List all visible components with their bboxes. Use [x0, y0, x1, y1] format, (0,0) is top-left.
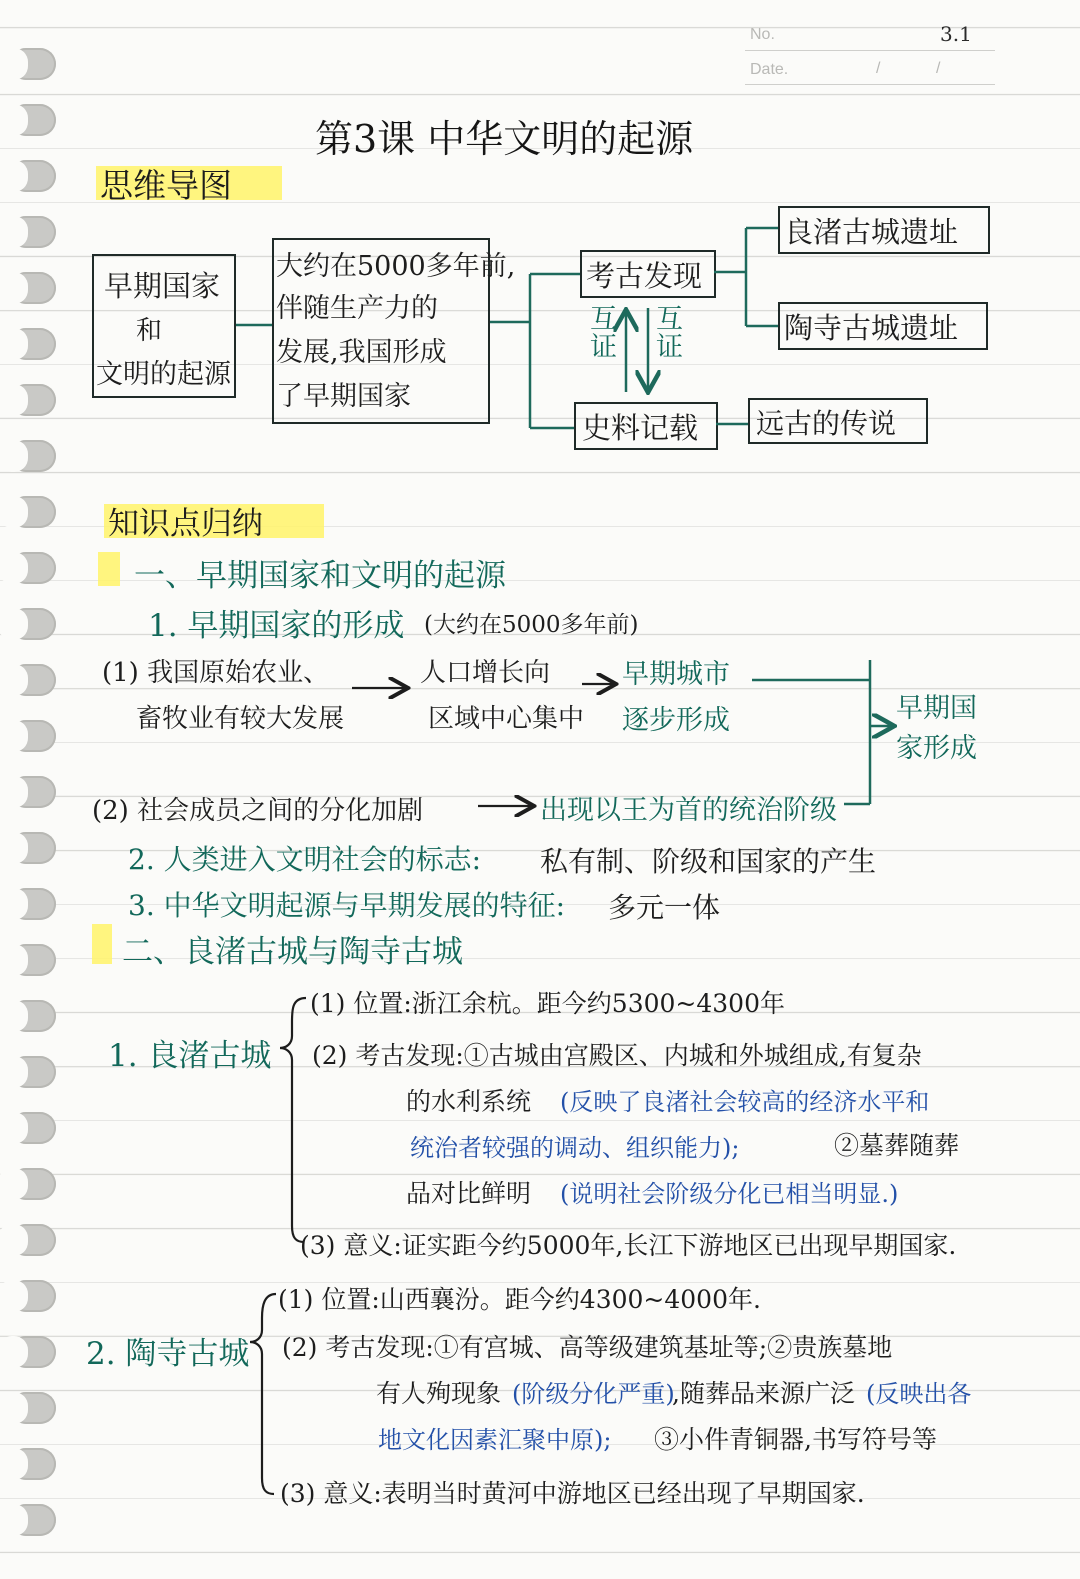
section-two-title: 二、良渚古城与陶寺古城	[122, 934, 463, 970]
site-label: 陶寺古城遗址	[784, 311, 959, 345]
cause-line: (1) 我国原始农业、	[102, 658, 330, 688]
liangzhu-discovery: ②墓葬随葬	[834, 1131, 960, 1160]
item-3-value: 多元一体	[608, 891, 721, 924]
date-label: Date.	[750, 61, 789, 78]
verify-char: 证	[590, 332, 617, 363]
liangzhu-note: (说明社会阶级分化已相当明显.)	[560, 1180, 899, 1208]
root-line: 文明的起源	[96, 359, 231, 390]
page-title: 第3课 中华文明的起源	[315, 117, 694, 161]
description-line: 伴随生产力的	[276, 293, 438, 324]
verify-char: 互	[590, 304, 617, 335]
taosi-brace	[250, 1294, 276, 1494]
cause-line: (2) 社会成员之间的分化加剧	[92, 796, 424, 826]
process-line: 区域中心集中	[428, 704, 585, 734]
root-line: 和	[136, 316, 163, 346]
site-label: 良渚古城遗址	[784, 215, 959, 249]
kaogu-label: 考古发现	[586, 259, 703, 293]
taosi-note: 地文化因素汇聚中原);	[378, 1426, 612, 1454]
verify-char: 证	[656, 332, 683, 363]
legend-label: 远古的传说	[756, 407, 897, 440]
taosi-discovery: ③小件青铜器,书写符号等	[654, 1425, 937, 1454]
item-3-label: 3. 中华文明起源与早期发展的特征:	[128, 889, 566, 922]
taosi-title: 2. 陶寺古城	[86, 1336, 250, 1372]
taosi-note: (阶级分化严重)	[512, 1380, 675, 1408]
liangzhu-discovery: 的水利系统	[406, 1087, 532, 1116]
liangzhu-location: (1) 位置:浙江余杭。距今约5300~4300年	[310, 989, 785, 1018]
item-1-title: 1. 早期国家的形成	[148, 608, 405, 644]
date-separator: /	[936, 60, 941, 77]
liangzhu-note: 统治者较强的调动、组织能力);	[410, 1134, 740, 1162]
shiliao-label: 史料记载	[582, 411, 699, 445]
description-line: 大约在5000多年前,	[276, 251, 516, 282]
date-separator: /	[876, 60, 881, 77]
result-line: 家形成	[896, 733, 977, 764]
verify-char: 互	[656, 304, 683, 335]
taosi-discovery: ,随葬品来源广泛	[672, 1379, 855, 1408]
no-label: No.	[750, 26, 775, 43]
liangzhu-title: 1. 良渚古城	[108, 1038, 272, 1074]
root-line: 早期国家	[104, 269, 221, 303]
taosi-note: (反映出各	[866, 1380, 972, 1408]
taosi-significance: (3) 意义:表明当时黄河中游地区已经出现了早期国家.	[280, 1479, 865, 1508]
taosi-discovery: 有人殉现象	[376, 1379, 502, 1408]
liangzhu-discovery: 品对比鲜明	[406, 1179, 532, 1208]
page-number: 3.1	[940, 22, 972, 46]
city-line: 逐步形成	[622, 705, 730, 736]
ruling-class-line: 出现以王为首的统治阶级	[540, 795, 837, 826]
liangzhu-brace	[280, 998, 306, 1242]
description-line: 发展,我国形成	[276, 337, 447, 368]
item-2-label: 2. 人类进入文明社会的标志:	[128, 843, 482, 876]
item-1-note: (大约在5000多年前)	[424, 612, 639, 638]
cause-line: 畜牧业有较大发展	[136, 704, 345, 734]
taosi-location: (1) 位置:山西襄汾。距今约4300~4000年.	[278, 1285, 761, 1314]
item-2-value: 私有制、阶级和国家的产生	[540, 845, 877, 878]
liangzhu-significance: (3) 意义:证实距今约5000年,长江下游地区已出现早期国家.	[300, 1231, 957, 1260]
liangzhu-note: (反映了良渚社会较高的经济水平和	[560, 1088, 930, 1116]
result-line: 早期国	[896, 693, 977, 724]
description-line: 了早期国家	[276, 381, 411, 412]
process-line: 人口增长向	[420, 658, 551, 688]
mindmap-heading: 思维导图	[100, 166, 232, 205]
section-one-title: 一、早期国家和文明的起源	[134, 558, 506, 594]
knowledge-heading: 知识点归纳	[108, 506, 263, 542]
liangzhu-discovery: (2) 考古发现:①古城由宫殿区、内城和外城组成,有复杂	[312, 1041, 922, 1070]
taosi-discovery: (2) 考古发现:①有宫城、高等级建筑基址等;②贵族墓地	[282, 1333, 893, 1362]
city-line: 早期城市	[622, 659, 730, 690]
